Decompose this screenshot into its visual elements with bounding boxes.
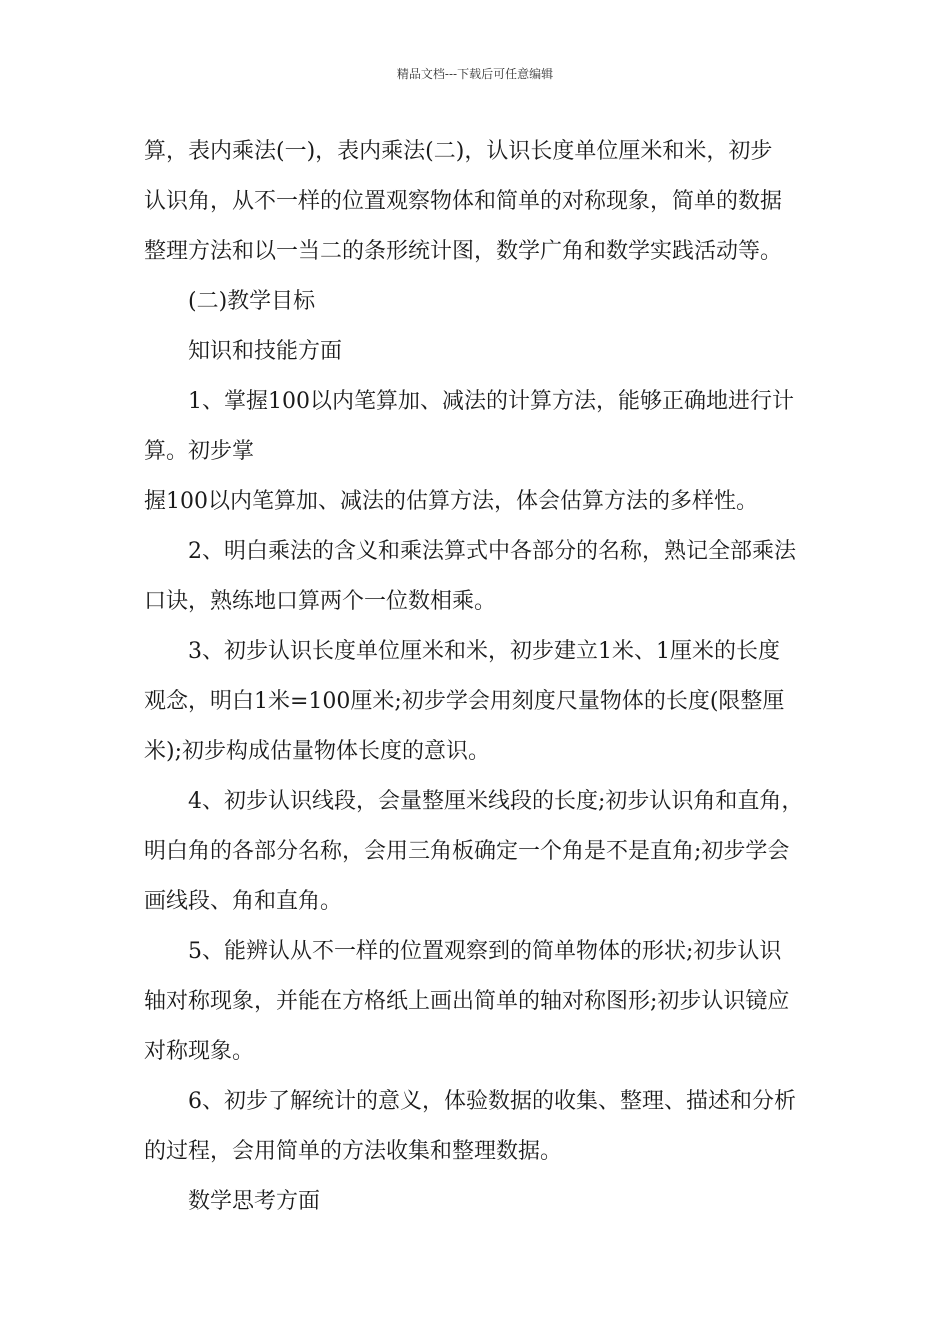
document-body: [144, 127, 816, 1227]
goal-3-line-3: 米);初步构成估量物体长度的意识。: [144, 739, 490, 764]
text-line-2: 认识角，从不一样的位置观察物体和简单的对称现象，简单的数据: [144, 189, 783, 214]
subheading-math-thinking: 数学思考方面: [188, 1189, 321, 1214]
goal-5-line-1: 5、能辨认从不一样的位置观察到的简单物体的形状;初步认识: [188, 939, 782, 964]
goal-4-line-3: 画线段、角和直角。: [144, 889, 343, 914]
goal-4-line-1: 4、初步认识线段，会量整厘米线段的长度;初步认识角和直角，: [188, 789, 804, 814]
goal-1-line-1: 1、掌握100以内笔算加、减法的计算方法，能够正确地进行计: [188, 389, 794, 414]
goal-3-line-1: 3、初步认识长度单位厘米和米，初步建立1米、1厘米的长度: [188, 639, 780, 664]
goal-2-line-2: 口诀，熟练地口算两个一位数相乘。: [144, 589, 497, 614]
text-line-3: 整理方法和以一当二的条形统计图，数学广角和数学实践活动等。: [144, 239, 783, 264]
goal-6-line-1: 6、初步了解统计的意义，体验数据的收集、整理、描述和分析: [188, 1089, 796, 1114]
section-heading-teaching-goals: (二)教学目标: [188, 289, 316, 314]
goal-6-line-2: 的过程，会用简单的方法收集和整理数据。: [144, 1139, 563, 1164]
goal-4-line-2: 明白角的各部分名称，会用三角板确定一个角是不是直角;初步学会: [144, 839, 790, 864]
goal-5-line-2: 轴对称现象，并能在方格纸上画出简单的轴对称图形;初步认识镜应: [144, 989, 790, 1014]
goal-2-line-1: 2、明白乘法的含义和乘法算式中各部分的名称，熟记全部乘法: [188, 539, 796, 564]
page-header: 精品文档---下载后可任意编辑: [396, 67, 554, 81]
goal-3-line-2: 观念，明白1米=100厘米;初步学会用刻度尺量物体的长度(限整厘: [144, 689, 785, 714]
goal-5-line-3: 对称现象。: [144, 1039, 255, 1064]
goal-1-line-3: 握100以内笔算加、减法的估算方法，体会估算方法的多样性。: [144, 489, 758, 514]
text-line-1: 算，表内乘法(一)，表内乘法(二)，认识长度单位厘米和米，初步: [144, 139, 773, 164]
goal-1-line-2: 算。初步掌: [144, 439, 255, 464]
subheading-knowledge-skills: 知识和技能方面: [188, 339, 343, 364]
